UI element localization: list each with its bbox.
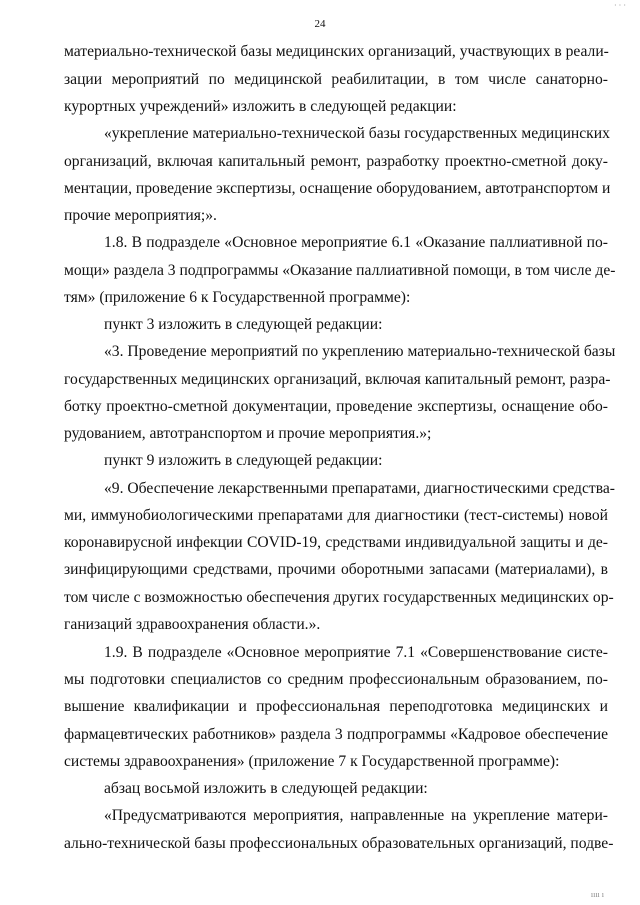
text-line: ганизаций здравоохранения области.». (64, 616, 321, 633)
text-line: 1.8. В подразделе «Основное мероприятие 6.1 «Оказание паллиативной по- (104, 234, 608, 251)
text-line: «9. Обеспечение лекарственными препаратами, диагностическими средства- (104, 480, 615, 497)
text-line: «Предусматриваются мероприятия, направленные на укрепление матери- (104, 807, 608, 824)
text-line: мы подготовки специалистов со средним профессиональным образованием, по- (64, 671, 608, 688)
text-line: государственных медицинских организаций, включая капитальный ремонт, разра- (64, 371, 611, 388)
text-line: прочие мероприятия;». (64, 207, 217, 224)
text-line: «3. Проведение мероприятий по укреплению материально-технической базы (104, 343, 616, 360)
text-line: «укрепление материально-технической базы государственных медицинских (104, 125, 610, 142)
text-line: пункт 9 изложить в следующей редакции: (104, 452, 383, 469)
text-line: материально-технической базы медицинских организаций, участвующих в реали- (64, 43, 609, 60)
corner-mark: · · · (614, 1, 626, 10)
text-line: мощи» раздела 3 подпрограммы «Оказание паллиативной помощи, в том числе де- (64, 262, 616, 279)
text-line: пункт 3 изложить в следующей редакции: (104, 316, 383, 333)
text-line: ботку проектно-сметной документации, проведение экспертизы, оснащение обо- (64, 398, 608, 415)
text-line: коронавирусной инфекции COVID-19, средствами индивидуальной защиты и де- (64, 534, 608, 551)
text-line: тям» (приложение 6 к Государственной программе): (64, 289, 411, 306)
text-line: 1.9. В подразделе «Основное мероприятие 7.1 «Совершенствование систе- (104, 644, 608, 661)
text-line: вышение квалификации и профессиональная переподготовка медицинских и (64, 698, 608, 715)
text-line: системы здравоохранения» (приложение 7 к Государственной программе): (64, 753, 560, 770)
text-line: том числе с возможностью обеспечения других государственных медицинских ор- (64, 589, 614, 606)
corner-mark: ıııı ı (590, 890, 604, 899)
text-line: зации мероприятий по медицинской реабилитации, в том числе санаторно- (64, 71, 608, 88)
text-line: ми, иммунобиологическими препаратами для диагностики (тест-системы) новой (64, 507, 608, 524)
text-line: абзац восьмой изложить в следующей редакции: (104, 780, 428, 797)
text-line: организаций, включая капитальный ремонт, разработку проектно-сметной доку- (64, 153, 608, 170)
page-number: 24 (314, 18, 326, 30)
text-line: ментации, проведение экспертизы, оснащение оборудованием, автотранспортом и (64, 180, 611, 197)
text-line: фармацевтических работников» раздела 3 подпрограммы «Кадровое обеспечение (64, 726, 608, 743)
text-line: ально-технической базы профессиональных образовательных организаций, подве- (64, 835, 614, 852)
text-line: зинфицирующими средствами, прочими оборотными запасами (материалами), в (64, 561, 608, 578)
text-line: рудованием, автотранспортом и прочие мероприятия.»; (64, 425, 432, 442)
text-line: курортных учреждений» изложить в следующей редакции: (64, 98, 457, 115)
